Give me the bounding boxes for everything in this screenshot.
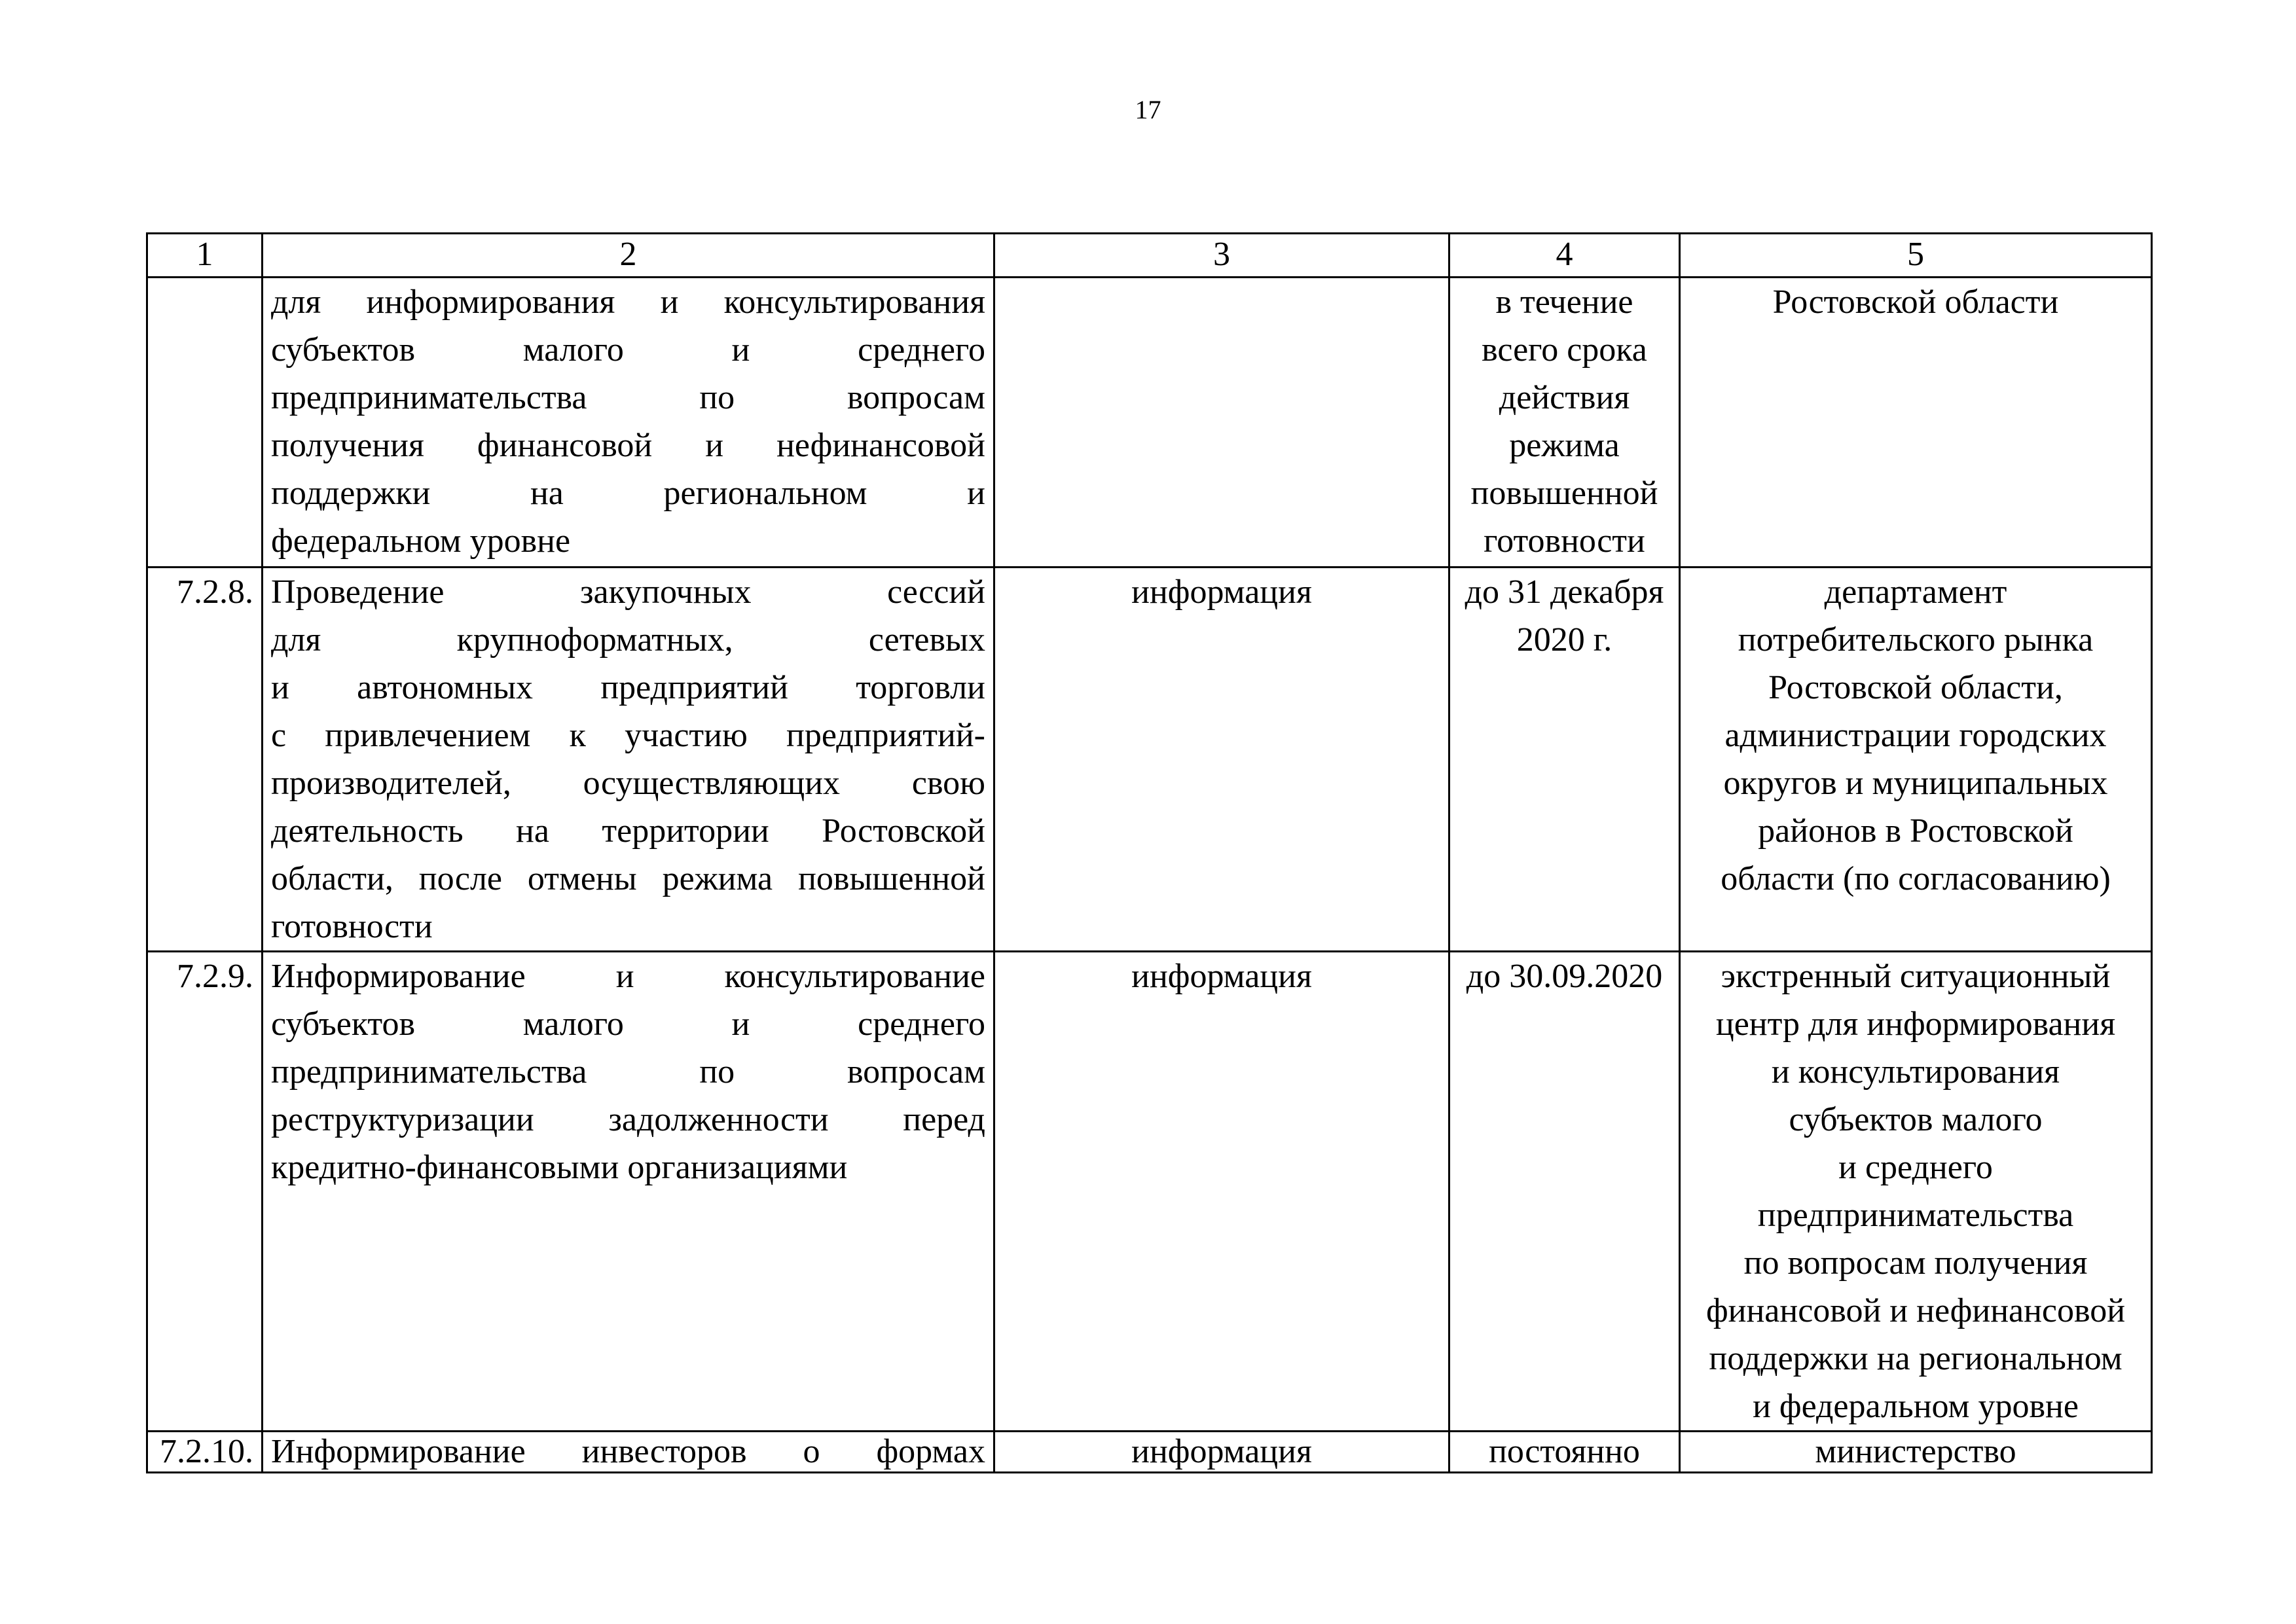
item-description xyxy=(263,1432,994,1473)
item-result: информация xyxy=(994,952,1449,1432)
description-line: получения финансовой и нефинансовой xyxy=(271,427,985,464)
item-result xyxy=(994,278,1449,568)
term-line: постоянно xyxy=(1489,1433,1640,1470)
item-responsible xyxy=(1680,952,2152,1432)
description-line: деятельность на территории Ростовской xyxy=(271,812,985,850)
responsible-line: департамент xyxy=(1824,573,2007,611)
item-number: 7.2.8. xyxy=(147,568,263,952)
term-line: до 31 декабря xyxy=(1465,573,1664,611)
page-number: 17 xyxy=(1135,95,1161,124)
responsible-line: и федеральном уровне xyxy=(1753,1388,2079,1425)
column-number-5: 5 xyxy=(1680,234,2152,278)
term-line: всего срока xyxy=(1482,331,1647,369)
item-term xyxy=(1449,952,1680,1432)
description-line: предпринимательства по вопросам xyxy=(271,379,985,416)
item-responsible xyxy=(1680,278,2152,568)
description-line: области, после отмены режима повышенной xyxy=(271,860,985,897)
responsible-line: Ростовской области xyxy=(1772,283,2059,321)
description-line: субъектов малого и среднего xyxy=(271,1005,985,1043)
item-result: информация xyxy=(994,1432,1449,1473)
responsible-line: области (по согласованию) xyxy=(1721,860,2111,897)
item-responsible xyxy=(1680,1432,2152,1473)
description-line: для крупноформатных, сетевых xyxy=(271,621,985,659)
table-row xyxy=(147,952,2152,1432)
description-line: поддержки на региональном и xyxy=(271,475,985,512)
column-number-2: 2 xyxy=(263,234,994,278)
item-description xyxy=(263,278,994,568)
item-number xyxy=(147,278,263,568)
column-number-3: 3 xyxy=(994,234,1449,278)
item-result: информация xyxy=(994,568,1449,952)
description-line: кредитно-финансовыми организациями xyxy=(271,1149,848,1186)
responsible-line: поддержки на региональном xyxy=(1709,1340,2123,1377)
item-description xyxy=(263,568,994,952)
term-line: режима xyxy=(1509,427,1620,464)
item-term xyxy=(1449,568,1680,952)
description-line: федеральном уровне xyxy=(271,522,571,560)
term-line: повышенной xyxy=(1470,475,1658,512)
item-number: 7.2.9. xyxy=(147,952,263,1432)
description-line: Информирование инвесторов о формах xyxy=(271,1433,985,1470)
description-line: предпринимательства по вопросам xyxy=(271,1053,985,1091)
item-term xyxy=(1449,278,1680,568)
responsible-line: финансовой и нефинансовой xyxy=(1705,1292,2126,1329)
responsible-line: министерство xyxy=(1815,1433,2016,1470)
responsible-line: центр для информирования xyxy=(1715,1005,2116,1043)
term-line: действия xyxy=(1499,379,1630,416)
description-line: Информирование и консультирование xyxy=(271,958,985,995)
term-line: до 30.09.2020 xyxy=(1466,958,1663,995)
item-description xyxy=(263,952,994,1432)
term-line: готовности xyxy=(1484,522,1645,560)
responsible-line: Ростовской области, xyxy=(1768,669,2063,706)
description-line: с привлечением к участию предприятий- xyxy=(271,717,985,754)
responsible-line: экстренный ситуационный xyxy=(1721,958,2111,995)
item-responsible xyxy=(1680,568,2152,952)
responsible-line: районов в Ростовской xyxy=(1758,812,2073,850)
table-row xyxy=(147,568,2152,952)
responsible-line: субъектов малого xyxy=(1789,1101,2043,1138)
description-line: для информирования и консультирования xyxy=(271,283,985,321)
responsible-line: потребительского рынка xyxy=(1738,621,2094,659)
item-term xyxy=(1449,1432,1680,1473)
description-line: и автономных предприятий торговли xyxy=(271,669,985,706)
item-number: 7.2.10. xyxy=(147,1432,263,1473)
responsible-line: предпринимательства xyxy=(1757,1197,2074,1234)
description-line: производителей, осуществляющих свою xyxy=(271,765,985,802)
measures-table xyxy=(146,232,2153,1473)
description-line: готовности xyxy=(271,908,433,945)
description-line: реструктуризации задолженности перед xyxy=(271,1101,985,1138)
column-number-4: 4 xyxy=(1449,234,1680,278)
responsible-line: администрации городских xyxy=(1724,717,2107,754)
responsible-line: округов и муниципальных xyxy=(1723,765,2108,802)
description-line: субъектов малого и среднего xyxy=(271,331,985,369)
table-header-row xyxy=(147,234,2152,278)
term-line: в течение xyxy=(1495,283,1633,321)
responsible-line: и среднего xyxy=(1838,1149,1993,1186)
table-row xyxy=(147,1432,2152,1473)
table-row xyxy=(147,278,2152,568)
responsible-line: по вопросам получения xyxy=(1743,1244,2088,1282)
column-number-1: 1 xyxy=(147,234,263,278)
term-line: 2020 г. xyxy=(1516,621,1613,659)
responsible-line: и консультирования xyxy=(1771,1053,2060,1091)
description-line: Проведение закупочных сессий xyxy=(271,573,985,611)
